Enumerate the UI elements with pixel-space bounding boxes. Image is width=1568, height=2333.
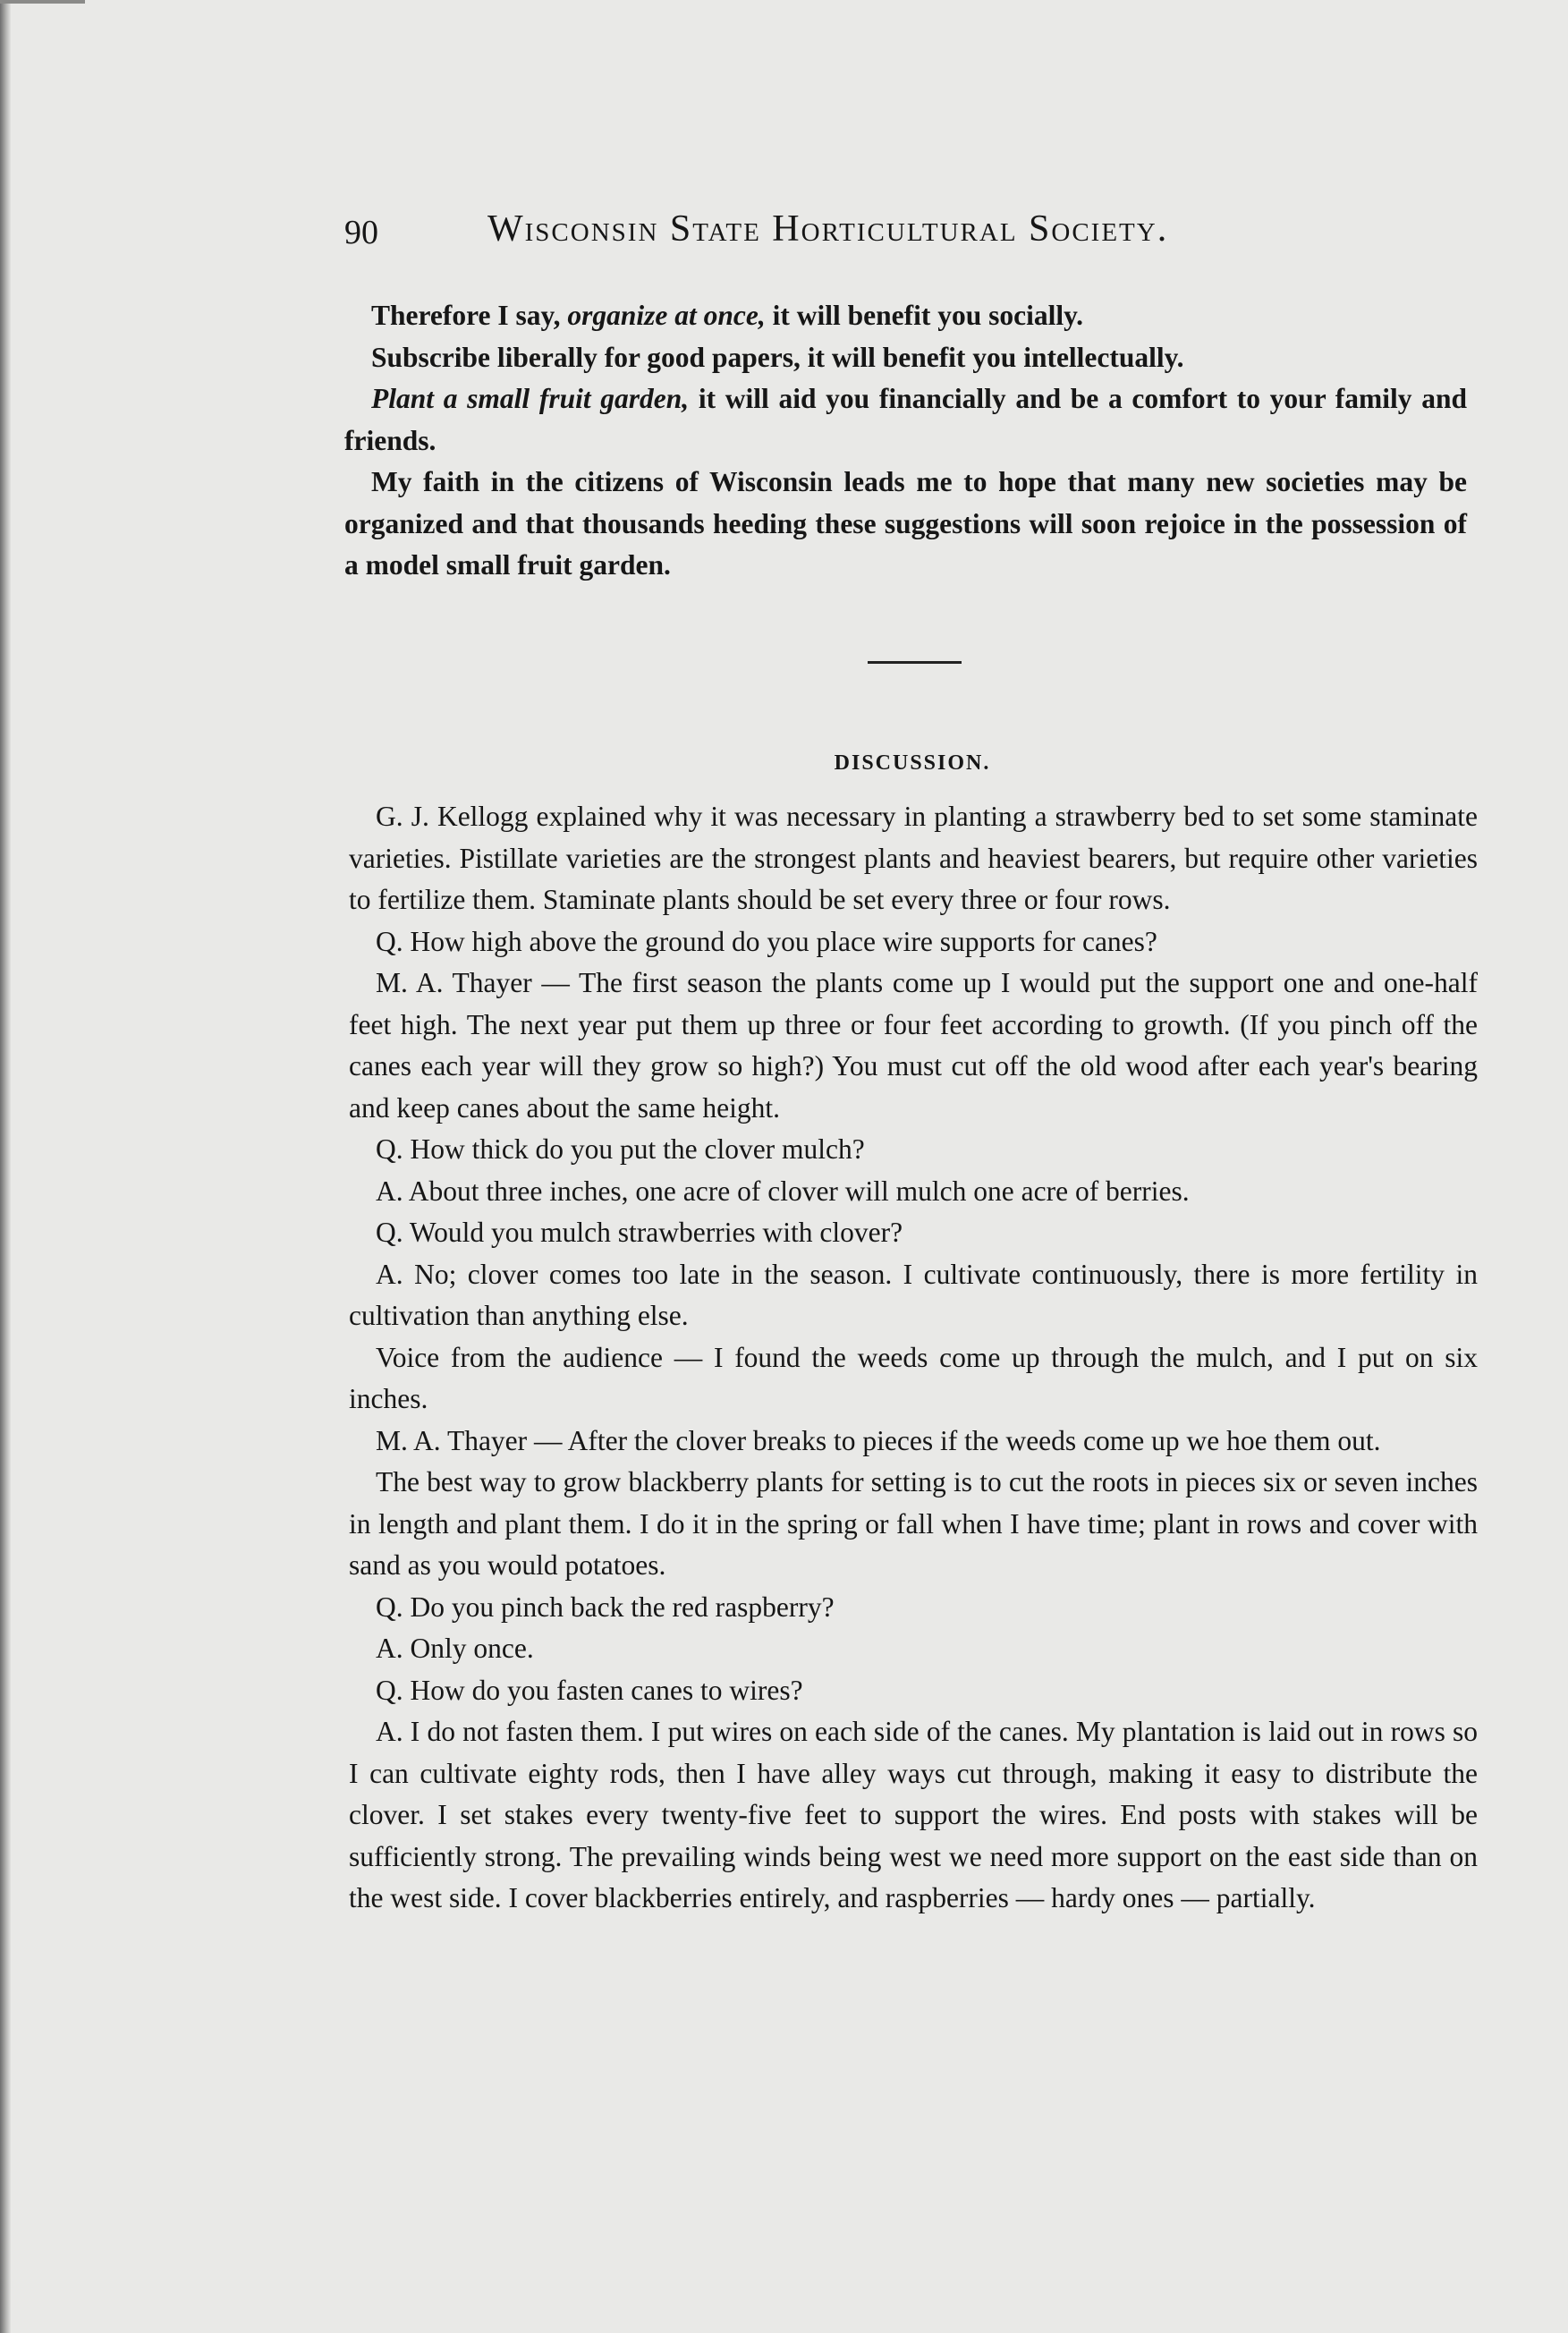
page-binding-edge: [0, 0, 11, 2333]
discussion-paragraph: Q. Do you pinch back the red raspberry?: [376, 1591, 835, 1623]
intro-p1-emphasis: organize at once,: [567, 300, 766, 331]
discussion-paragraph: Q. How high above the ground do you place wire supports for canes?: [376, 925, 1157, 957]
discussion-paragraph: A. No; clover comes too late in the season. I cultivate continuously, there is more fertility in cultivation than anything else.: [349, 1258, 1478, 1331]
page-top-edge: [0, 0, 85, 4]
running-title: Wisconsin State Horticultural Society.: [487, 208, 1169, 250]
discussion-paragraph: Q. How do you fasten canes to wires?: [376, 1674, 803, 1706]
intro-paragraph-3: [344, 378, 1467, 462]
intro-paragraph-1: [344, 295, 1467, 337]
intro-paragraph-4: My faith in the citizens of Wisconsin leads me to hope that many new societies may be organized and that thousands heeding these suggestions will soon rejoice in the possession of a model small fruit garden.: [344, 466, 1467, 581]
discussion-paragraph: A. Only once.: [376, 1633, 534, 1664]
intro-p1-pre: Therefore I say,: [371, 300, 568, 331]
discussion-heading: DISCUSSION.: [834, 751, 991, 775]
discussion-paragraph: A. About three inches, one acre of clover will mulch one acre of berries.: [376, 1175, 1190, 1207]
running-header: [344, 208, 1328, 261]
intro-p1-post: it will benefit you socially.: [765, 300, 1083, 331]
section-divider: [868, 661, 962, 664]
discussion-paragraph: M. A. Thayer — After the clover breaks to pieces if the weeds come up we hoe them out.: [376, 1424, 1381, 1456]
discussion-paragraph: Voice from the audience — I found the weeds come up through the mulch, and I put on six inches.: [349, 1341, 1478, 1414]
intro-p3-post: it will aid you financially and be a comfort to your family and friends.: [344, 383, 1467, 456]
discussion-paragraph: G. J. Kellogg explained why it was necessary in planting a strawberry bed to set some staminate varieties. Pistillate varieties are the strongest plants and heaviest bearers, but require other varieties to fertilize them. Staminate plants should be set every three or four rows.: [349, 801, 1478, 915]
discussion-paragraph: Q. Would you mulch strawberries with clover?: [376, 1217, 903, 1248]
discussion-text: [349, 796, 1478, 1920]
discussion-paragraph: The best way to grow blackberry plants for setting is to cut the roots in pieces six or seven inches in length and plant them. I do it in the spring or fall when I have time; plant in rows and cover with sand as you would potatoes.: [349, 1466, 1478, 1581]
intro-p3-emphasis: Plant a small fruit garden,: [371, 383, 690, 414]
page-number: 90: [344, 214, 378, 251]
intro-paragraph-2: Subscribe liberally for good papers, it will benefit you intellectually.: [371, 341, 1184, 373]
discussion-paragraph: M. A. Thayer — The first season the plants come up I would put the support one and one-half feet high. The next year put them up three or four feet according to growth. (If you pinch off the canes each year will they grow so high?) You must cut off the old wood after each year's bearing and keep canes about the same height.: [349, 967, 1478, 1124]
discussion-paragraph: Q. How thick do you put the clover mulch?: [376, 1133, 865, 1165]
discussion-paragraph: A. I do not fasten them. I put wires on each side of the canes. My plantation is laid out in rows so I can cultivate eighty rods, then I have alley ways cut through, making it easy to distribute the clover. I set stakes every twenty-five feet to support the wires. End posts with stakes will be sufficiently strong. The prevailing winds being west we need more support on the east side than on the west side. I cover blackberries entirely, and raspberries — hardy ones — partially.: [349, 1716, 1478, 1913]
intro-text: [344, 295, 1467, 587]
